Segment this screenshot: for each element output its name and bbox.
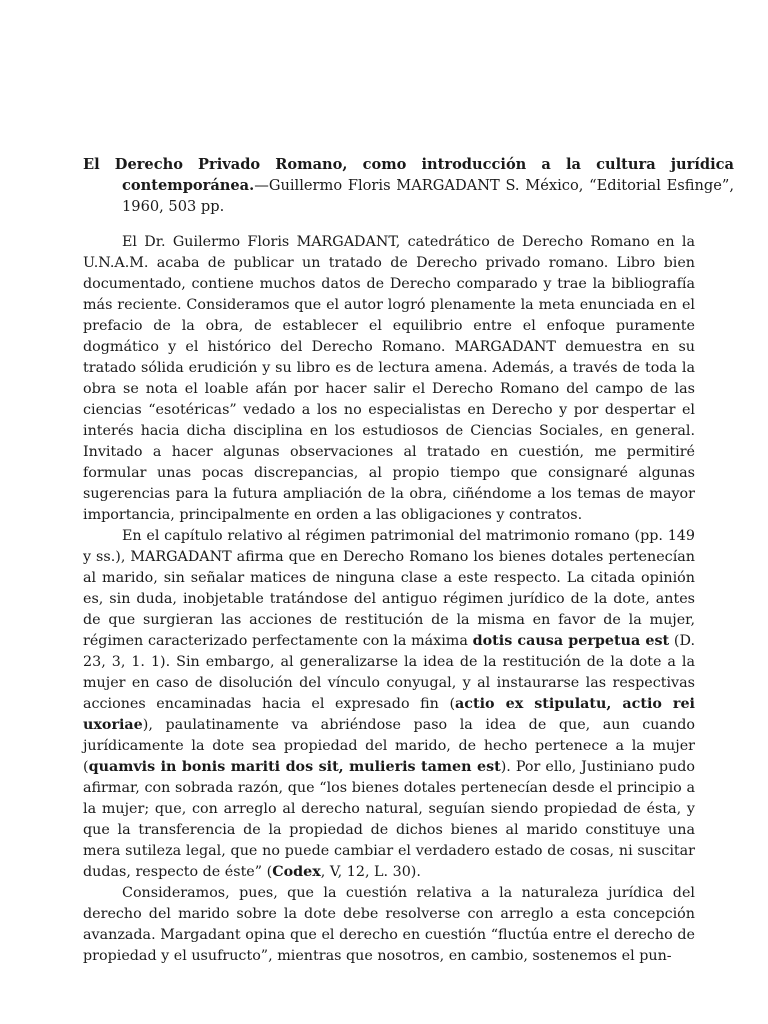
- author-line: —Guillermo Floris MARGADANT S. México, “Editorial Esfinge”,: [254, 177, 734, 194]
- codex-citation: Codex: [272, 864, 321, 880]
- publication-line: 1960, 503 pp.: [122, 198, 225, 215]
- paragraph-3-text: Consideramos, pues, que la cuestión relativa a la naturaleza jurídica del derecho del marido sobre la dote debe resolverse con arreglo a esta concepción avanzada. Margadant opina que el derecho en cuestión “fluctúa entre el derecho de propiedad y el usufructo”, mientras que nosotros, en cambio, sostenemos el pun-: [83, 885, 695, 964]
- latin-maxim: dotis causa perpetua est: [472, 633, 670, 649]
- paragraph-1-text: El Dr. Guilermo Floris MARGADANT, catedrático de Derecho Romano en la U.N.A.M. acaba de publicar un tratado de Derecho privado romano. Libro bien documentado, contiene muchos datos de Derecho comparado y trae la bibliografía más reciente. Consideramos que el autor logró plenamente la meta enunciada en el prefacio de la obra, de establecer el equilibrio entre el enfoque puramente dogmático y el histórico del Derecho Romano. MARGADANT demuestra en su tratado sólida erudición y su libro es de lectura amena. Además, a través de toda la obra se nota el loable afán por hacer salir el Derecho Romano del campo de las ciencias “esotéricas” vedado a los no especialistas en Derecho y por despertar el interés hacia dicha disciplina en los estudiosos de Ciencias Sociales, en general. Invitado a hacer algunas observaciones al tratado en cuestión, me permitiré formular unas pocas discrepancias, al propio tiempo que consignaré algunas sugerencias para la futura ampliación de la obra, ciñéndome a los temas de mayor importancia, principalmente en orden a las obligaciones y contratos.: [83, 234, 695, 523]
- latin-quote: quamvis in bonis mariti dos sit, mulieris tamen est: [88, 759, 501, 775]
- review-heading: [83, 154, 734, 217]
- paragraph-3: [83, 883, 695, 967]
- paragraph-2-text-a: En el capítulo relativo al régimen patrimonial del matrimonio romano (pp. 149 y ss.), MARGADANT afirma que en Derecho Romano los bienes dotales pertenecían al marido, sin señalar matices de ninguna clase a este respecto. La citada opinión es, sin duda, inobjetable tratándose del antiguo régimen jurídico de la dote, antes de que surgieran las acciones de restitución de la misma en favor de la mujer, régimen caracterizado perfectamente con la máxima: [83, 528, 695, 649]
- paragraph-2-text-d: ). Por ello, Justiniano pudo afirmar, con sobrada razón, que “los bienes dotales pertenecían desde el principio a la mujer; que, con arreglo al derecho natural, seguían siendo propiedad de ésta, y que la transferencia de la propiedad de dichos bienes al marido constituye una mera sutileza legal, que no puede cambiar el verdadero estado de cosas, ni suscitar dudas, respecto de éste” (: [83, 759, 695, 880]
- paragraph-2-text-b: (D. 23, 3, 1. 1). Sin embargo, al generalizarse la idea de la restitución de la dote a la mujer en caso de disolución del vínculo conyugal, y al instaurarse las respectivas acciones encaminadas hacia el expresado fin (: [83, 633, 695, 712]
- paragraph-1: [83, 232, 695, 526]
- review-body: [83, 232, 695, 967]
- paragraph-2-text-e: , V, 12, L. 30).: [320, 864, 421, 880]
- book-title: El Derecho Privado Romano, como introducción a la cultura jurídica contemporánea.: [83, 156, 734, 194]
- paragraph-2-text-c: ), paulatinamente va abriéndose paso la idea de que, aun cuando jurídicamente la dote sea propiedad del marido, de hecho pertenece a la mujer (: [83, 717, 695, 775]
- latin-actions: actio ex stipulatu, actio rei uxoriae: [83, 696, 695, 733]
- paragraph-2: [83, 526, 695, 883]
